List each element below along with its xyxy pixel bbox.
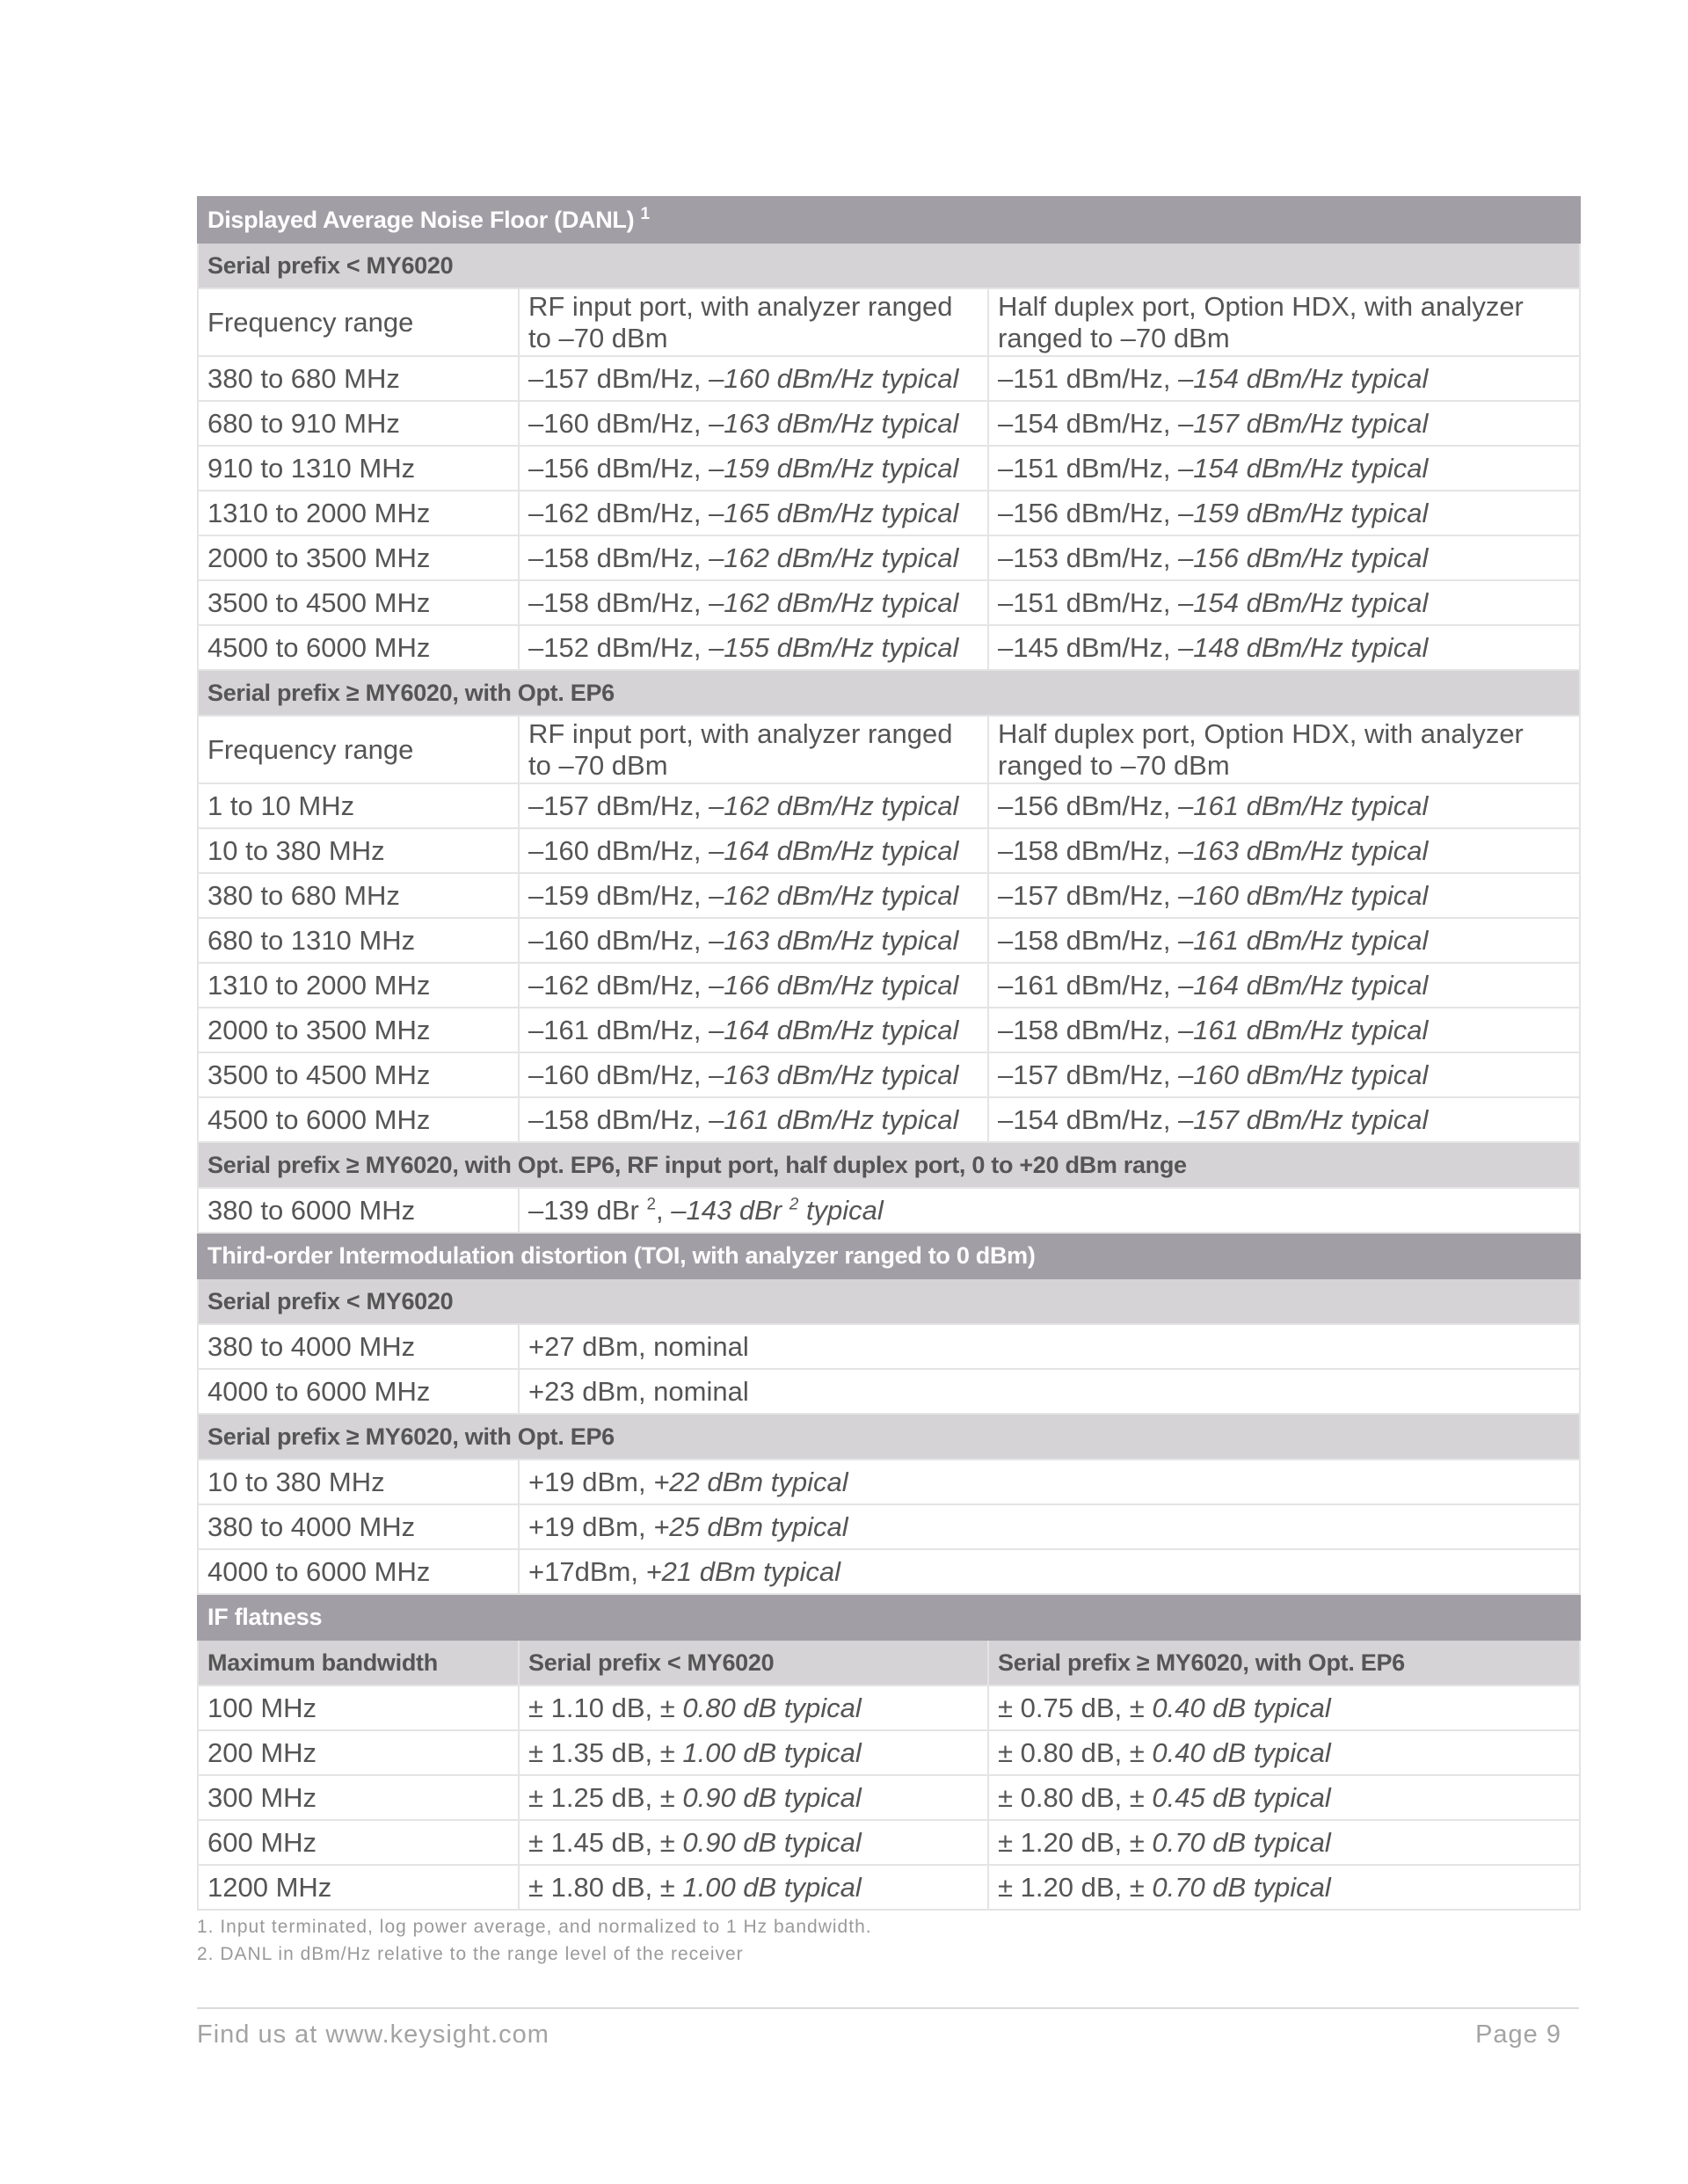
table-row <box>198 1460 1580 1504</box>
rf-typical: –163 dBm/Hz typical <box>709 407 959 439</box>
danl-c-value: –139 dBr <box>528 1194 639 1226</box>
flatness-typical: 1.00 dB typical <box>682 1871 862 1903</box>
serial-lt-cell <box>519 1865 988 1910</box>
flatness-typical: 0.40 dB typical <box>1152 1692 1331 1723</box>
bandwidth-cell <box>198 1775 519 1820</box>
rf-input-cell <box>519 491 988 535</box>
table-row <box>198 828 1580 873</box>
danl-group-a-label: Serial prefix < MY6020 <box>198 243 1580 288</box>
toi-group-a-label: Serial prefix < MY6020 <box>198 1278 1580 1324</box>
flatness-value: ± 1.10 dB, ± <box>528 1692 675 1723</box>
frequency-cell <box>198 963 519 1008</box>
hdx-value: –158 dBm/Hz, <box>998 834 1171 866</box>
rf-typical: –163 dBm/Hz typical <box>709 1059 959 1090</box>
half-duplex-cell <box>988 1052 1580 1097</box>
rf-value: –158 dBm/Hz, <box>528 586 702 618</box>
rf-input-cell <box>519 1097 988 1142</box>
toi-title: Third-order Intermodulation distortion (TOI, with analyzer ranged to 0 dBm) <box>198 1233 1580 1278</box>
column-header-frequency: Frequency range <box>198 288 519 356</box>
rf-value: –157 dBm/Hz, <box>528 362 702 394</box>
frequency-range: 3500 to 4500 MHz <box>207 1059 431 1090</box>
danl-c-separator: , <box>656 1194 664 1226</box>
rf-value: –160 dBm/Hz, <box>528 407 702 439</box>
hdx-typical: –160 dBm/Hz typical <box>1178 1059 1429 1090</box>
rf-typical: –162 dBm/Hz typical <box>709 542 959 573</box>
frequency-range: 4500 to 6000 MHz <box>207 631 431 663</box>
serial-ge-cell <box>988 1820 1580 1865</box>
toi-group-a-header <box>198 1278 1580 1324</box>
column-header-serial-ge: Serial prefix ≥ MY6020, with Opt. EP6 <box>988 1640 1580 1685</box>
flatness-typical: 0.40 dB typical <box>1152 1736 1331 1768</box>
hdx-value: –158 dBm/Hz, <box>998 1014 1171 1045</box>
hdx-value: –158 dBm/Hz, <box>998 924 1171 956</box>
danl-title-footnote-ref: 1 <box>640 204 650 223</box>
half-duplex-cell <box>988 828 1580 873</box>
frequency-range: 680 to 1310 MHz <box>207 924 416 956</box>
table-row <box>198 535 1580 580</box>
rf-value: –158 dBm/Hz, <box>528 1103 702 1135</box>
hdx-value: –157 dBm/Hz, <box>998 879 1171 911</box>
table-row <box>198 1730 1580 1775</box>
spec-table <box>197 196 1581 1911</box>
hdx-value: –156 dBm/Hz, <box>998 497 1171 528</box>
frequency-cell <box>198 1549 519 1594</box>
danl-group-b-column-header <box>198 716 1580 783</box>
bandwidth-cell <box>198 1820 519 1865</box>
table-row <box>198 401 1580 446</box>
frequency-range: 380 to 4000 MHz <box>207 1330 416 1362</box>
section-header-danl <box>198 197 1580 243</box>
rf-input-cell <box>519 783 988 828</box>
flatness-typical: 0.70 dB typical <box>1152 1871 1331 1903</box>
table-row <box>198 1324 1580 1369</box>
value-cell <box>519 1549 1580 1594</box>
hdx-typical: –163 dBm/Hz typical <box>1178 834 1429 866</box>
flatness-typical: 1.00 dB typical <box>682 1736 862 1768</box>
half-duplex-cell <box>988 446 1580 491</box>
column-header-frequency: Frequency range <box>198 716 519 783</box>
bandwidth: 600 MHz <box>207 1826 317 1858</box>
toi-typical: +22 dBm typical <box>653 1466 848 1497</box>
rf-typical: –165 dBm/Hz typical <box>709 497 959 528</box>
hdx-typical: –161 dBm/Hz typical <box>1178 790 1429 821</box>
half-duplex-cell <box>988 963 1580 1008</box>
table-row <box>198 356 1580 401</box>
hdx-value: –151 dBm/Hz, <box>998 452 1171 484</box>
flatness-value: ± 1.35 dB, ± <box>528 1736 675 1768</box>
toi-group-b-label: Serial prefix ≥ MY6020, with Opt. EP6 <box>198 1414 1580 1460</box>
serial-lt-cell <box>519 1730 988 1775</box>
rf-value: –158 dBm/Hz, <box>528 542 702 573</box>
table-row <box>198 1097 1580 1142</box>
frequency-range: 380 to 680 MHz <box>207 362 400 394</box>
rf-input-cell <box>519 1008 988 1052</box>
rf-typical: –155 dBm/Hz typical <box>709 631 959 663</box>
table-row <box>198 1549 1580 1594</box>
hdx-typical: –164 dBm/Hz typical <box>1178 969 1429 1001</box>
hdx-typical: –154 dBm/Hz typical <box>1178 586 1429 618</box>
rf-typical: –163 dBm/Hz typical <box>709 924 959 956</box>
page-number: Page 9 <box>1475 2020 1561 2049</box>
rf-value: –160 dBm/Hz, <box>528 834 702 866</box>
frequency-cell <box>198 401 519 446</box>
column-header-serial-lt: Serial prefix < MY6020 <box>519 1640 988 1685</box>
frequency-cell <box>198 1052 519 1097</box>
bandwidth: 100 MHz <box>207 1692 317 1723</box>
toi-value: +19 dBm, <box>528 1466 646 1497</box>
flatness-value: ± 1.45 dB, ± <box>528 1826 675 1858</box>
rf-input-cell <box>519 1052 988 1097</box>
if-flatness-column-header <box>198 1640 1580 1685</box>
hdx-typical: –161 dBm/Hz typical <box>1178 1014 1429 1045</box>
flatness-typical: 0.90 dB typical <box>682 1781 862 1813</box>
danl-group-c-label: Serial prefix ≥ MY6020, with Opt. EP6, RF input port, half duplex port, 0 to +20 dBm range <box>198 1142 1580 1188</box>
table-row <box>198 1369 1580 1414</box>
rf-typical: –160 dBm/Hz typical <box>709 362 959 394</box>
frequency-range: 3500 to 4500 MHz <box>207 586 431 618</box>
value-cell <box>519 1369 1580 1414</box>
rf-value: –156 dBm/Hz, <box>528 452 702 484</box>
footnote-2: 2. DANL in dBm/Hz relative to the range level of the receiver <box>197 1944 744 1964</box>
rf-typical: –161 dBm/Hz typical <box>709 1103 959 1135</box>
table-row <box>198 1052 1580 1097</box>
hdx-typical: –154 dBm/Hz typical <box>1178 362 1429 394</box>
frequency-cell <box>198 580 519 625</box>
rf-typical: –162 dBm/Hz typical <box>709 879 959 911</box>
toi-value: +23 dBm, nominal <box>528 1375 749 1407</box>
footnote-1: 1. Input terminated, log power average, and normalized to 1 Hz bandwidth. <box>197 1917 872 1937</box>
frequency-cell <box>198 1324 519 1369</box>
rf-input-cell <box>519 446 988 491</box>
frequency-cell: 380 to 6000 MHz <box>198 1188 519 1233</box>
half-duplex-cell <box>988 783 1580 828</box>
value-cell <box>519 1460 1580 1504</box>
serial-ge-cell <box>988 1865 1580 1910</box>
danl-c-typical-suffix: typical <box>805 1194 884 1226</box>
frequency-range: 680 to 910 MHz <box>207 407 400 439</box>
hdx-typical: –157 dBm/Hz typical <box>1178 1103 1429 1135</box>
half-duplex-cell <box>988 1008 1580 1052</box>
flatness-value: ± 0.80 dB, ± <box>998 1781 1145 1813</box>
rf-typical: –166 dBm/Hz typical <box>709 969 959 1001</box>
table-row <box>198 1008 1580 1052</box>
bandwidth: 200 MHz <box>207 1736 317 1768</box>
hdx-typical: –159 dBm/Hz typical <box>1178 497 1429 528</box>
serial-lt-cell <box>519 1775 988 1820</box>
table-row <box>198 783 1580 828</box>
table-row <box>198 918 1580 963</box>
bandwidth-cell <box>198 1865 519 1910</box>
table-row <box>198 625 1580 670</box>
frequency-cell <box>198 873 519 918</box>
table-row <box>198 963 1580 1008</box>
half-duplex-cell <box>988 491 1580 535</box>
frequency-cell <box>198 783 519 828</box>
section-header-if-flatness <box>198 1594 1580 1640</box>
serial-ge-cell <box>988 1775 1580 1820</box>
frequency-cell <box>198 535 519 580</box>
frequency-cell <box>198 1008 519 1052</box>
serial-ge-cell <box>988 1685 1580 1730</box>
rf-input-cell <box>519 580 988 625</box>
danl-group-c-header <box>198 1142 1580 1188</box>
frequency-cell <box>198 625 519 670</box>
danl-title: Displayed Average Noise Floor (DANL) <box>207 206 635 233</box>
frequency-range: 10 to 380 MHz <box>207 1466 385 1497</box>
frequency-cell <box>198 918 519 963</box>
serial-lt-cell <box>519 1685 988 1730</box>
rf-input-cell <box>519 535 988 580</box>
frequency-range: 4000 to 6000 MHz <box>207 1555 431 1587</box>
frequency-cell <box>198 491 519 535</box>
toi-typical: +21 dBm typical <box>645 1555 840 1587</box>
hdx-value: –151 dBm/Hz, <box>998 362 1171 394</box>
danl-group-b-label: Serial prefix ≥ MY6020, with Opt. EP6 <box>198 670 1580 716</box>
toi-typical: +25 dBm typical <box>653 1511 848 1542</box>
bandwidth: 1200 MHz <box>207 1871 332 1903</box>
table-row <box>198 1865 1580 1910</box>
frequency-range: 2000 to 3500 MHz <box>207 542 431 573</box>
flatness-typical: 0.80 dB typical <box>682 1692 862 1723</box>
half-duplex-cell <box>988 918 1580 963</box>
rf-typical: –164 dBm/Hz typical <box>709 1014 959 1045</box>
flatness-value: ± 1.80 dB, ± <box>528 1871 675 1903</box>
table-row <box>198 873 1580 918</box>
half-duplex-cell <box>988 356 1580 401</box>
rf-input-cell <box>519 401 988 446</box>
hdx-typical: –157 dBm/Hz typical <box>1178 407 1429 439</box>
table-row <box>198 1820 1580 1865</box>
flatness-value: ± 1.20 dB, ± <box>998 1826 1145 1858</box>
hdx-typical: –160 dBm/Hz typical <box>1178 879 1429 911</box>
hdx-value: –154 dBm/Hz, <box>998 407 1171 439</box>
frequency-range: 380 to 680 MHz <box>207 879 400 911</box>
table-row <box>198 1775 1580 1820</box>
half-duplex-cell <box>988 535 1580 580</box>
hdx-value: –151 dBm/Hz, <box>998 586 1171 618</box>
danl-group-c-row <box>198 1188 1580 1233</box>
rf-value: –161 dBm/Hz, <box>528 1014 702 1045</box>
if-flatness-title: IF flatness <box>198 1594 1580 1640</box>
danl-c-typical-footnote-ref: 2 <box>789 1195 799 1214</box>
danl-group-a-header <box>198 243 1580 288</box>
frequency-cell <box>198 1504 519 1549</box>
rf-value: –157 dBm/Hz, <box>528 790 702 821</box>
hdx-typical: –148 dBm/Hz typical <box>1178 631 1429 663</box>
flatness-typical: 0.70 dB typical <box>1152 1826 1331 1858</box>
frequency-range: 1310 to 2000 MHz <box>207 969 431 1001</box>
rf-typical: –164 dBm/Hz typical <box>709 834 959 866</box>
danl-group-b-header <box>198 670 1580 716</box>
frequency-range: 910 to 1310 MHz <box>207 452 416 484</box>
hdx-value: –153 dBm/Hz, <box>998 542 1171 573</box>
half-duplex-cell <box>988 580 1580 625</box>
frequency-cell <box>198 1369 519 1414</box>
rf-value: –159 dBm/Hz, <box>528 879 702 911</box>
flatness-value: ± 0.75 dB, ± <box>998 1692 1145 1723</box>
column-header-max-bandwidth: Maximum bandwidth <box>198 1640 519 1685</box>
frequency-range: 1 to 10 MHz <box>207 790 355 821</box>
rf-value: –160 dBm/Hz, <box>528 924 702 956</box>
flatness-value: ± 1.25 dB, ± <box>528 1781 675 1813</box>
rf-typical: –162 dBm/Hz typical <box>709 790 959 821</box>
danl-c-typical: –143 dBr <box>671 1194 782 1226</box>
rf-value: –152 dBm/Hz, <box>528 631 702 663</box>
toi-value: +27 dBm, nominal <box>528 1330 749 1362</box>
bandwidth: 300 MHz <box>207 1781 317 1813</box>
bandwidth-cell <box>198 1730 519 1775</box>
rf-input-cell <box>519 356 988 401</box>
half-duplex-cell <box>988 1097 1580 1142</box>
serial-lt-cell <box>519 1820 988 1865</box>
table-row <box>198 1685 1580 1730</box>
value-cell <box>519 1504 1580 1549</box>
frequency-cell <box>198 446 519 491</box>
column-header-half-duplex: Half duplex port, Option HDX, with analyzer ranged to –70 dBm <box>988 288 1580 356</box>
table-row <box>198 1504 1580 1549</box>
frequency-range: 380 to 4000 MHz <box>207 1511 416 1542</box>
toi-value: +17dBm, <box>528 1555 638 1587</box>
table-row <box>198 580 1580 625</box>
half-duplex-cell <box>988 873 1580 918</box>
value-cell <box>519 1324 1580 1369</box>
half-duplex-cell <box>988 625 1580 670</box>
hdx-value: –154 dBm/Hz, <box>998 1103 1171 1135</box>
value-cell <box>519 1188 1580 1233</box>
toi-group-b-header <box>198 1414 1580 1460</box>
rf-input-cell <box>519 625 988 670</box>
hdx-value: –145 dBm/Hz, <box>998 631 1171 663</box>
danl-c-value-footnote-ref: 2 <box>646 1195 657 1214</box>
hdx-value: –157 dBm/Hz, <box>998 1059 1171 1090</box>
serial-ge-cell <box>988 1730 1580 1775</box>
frequency-cell <box>198 1460 519 1504</box>
frequency-range: 1310 to 2000 MHz <box>207 497 431 528</box>
footer-divider <box>197 2007 1579 2009</box>
toi-value: +19 dBm, <box>528 1511 646 1542</box>
rf-typical: –159 dBm/Hz typical <box>709 452 959 484</box>
section-header-toi <box>198 1233 1580 1278</box>
rf-input-cell <box>519 873 988 918</box>
flatness-typical: 0.90 dB typical <box>682 1826 862 1858</box>
column-header-rf-input: RF input port, with analyzer ranged to –70 dBm <box>519 716 988 783</box>
danl-group-a-column-header <box>198 288 1580 356</box>
frequency-range: 2000 to 3500 MHz <box>207 1014 431 1045</box>
flatness-typical: 0.45 dB typical <box>1152 1781 1331 1813</box>
bandwidth-cell <box>198 1685 519 1730</box>
frequency-cell <box>198 356 519 401</box>
rf-input-cell <box>519 828 988 873</box>
frequency-range: 4000 to 6000 MHz <box>207 1375 431 1407</box>
column-header-rf-input: RF input port, with analyzer ranged to –70 dBm <box>519 288 988 356</box>
frequency-cell <box>198 1097 519 1142</box>
rf-value: –162 dBm/Hz, <box>528 497 702 528</box>
frequency-range: 10 to 380 MHz <box>207 834 385 866</box>
rf-input-cell <box>519 963 988 1008</box>
hdx-value: –156 dBm/Hz, <box>998 790 1171 821</box>
hdx-typical: –154 dBm/Hz typical <box>1178 452 1429 484</box>
half-duplex-cell <box>988 401 1580 446</box>
table-row <box>198 491 1580 535</box>
hdx-value: –161 dBm/Hz, <box>998 969 1171 1001</box>
table-row <box>198 446 1580 491</box>
flatness-value: ± 0.80 dB, ± <box>998 1736 1145 1768</box>
column-header-half-duplex: Half duplex port, Option HDX, with analyzer ranged to –70 dBm <box>988 716 1580 783</box>
hdx-typical: –161 dBm/Hz typical <box>1178 924 1429 956</box>
rf-value: –162 dBm/Hz, <box>528 969 702 1001</box>
rf-typical: –162 dBm/Hz typical <box>709 586 959 618</box>
footer-website: Find us at www.keysight.com <box>197 2020 549 2049</box>
hdx-typical: –156 dBm/Hz typical <box>1178 542 1429 573</box>
rf-value: –160 dBm/Hz, <box>528 1059 702 1090</box>
flatness-value: ± 1.20 dB, ± <box>998 1871 1145 1903</box>
frequency-range: 4500 to 6000 MHz <box>207 1103 431 1135</box>
danl-title-cell <box>198 197 1580 243</box>
rf-input-cell <box>519 918 988 963</box>
frequency-cell <box>198 828 519 873</box>
